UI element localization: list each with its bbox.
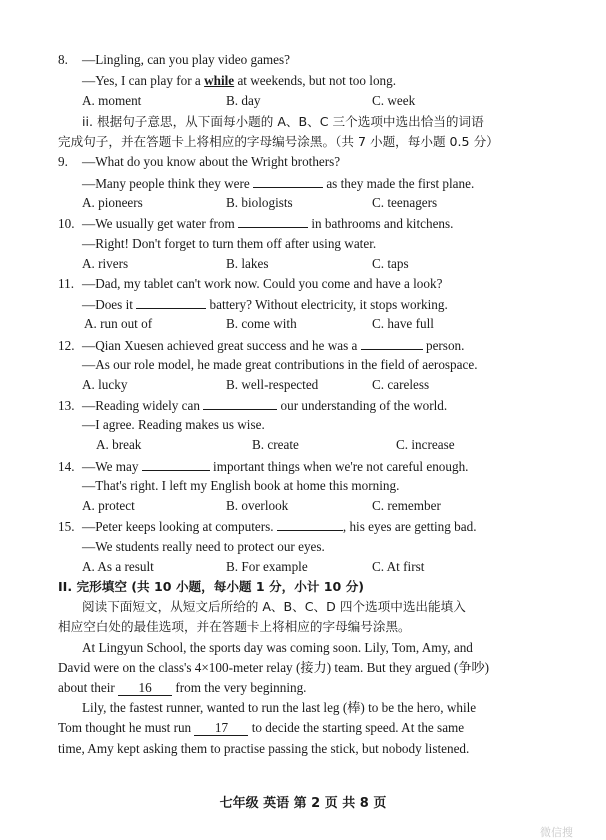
page-footer: 七年级 英语 第 2 页 共 8 页 xyxy=(219,796,387,811)
option-a: A. pioneers xyxy=(82,195,143,210)
option-c: C. increase xyxy=(396,437,455,452)
question-number: 12. xyxy=(58,338,75,353)
question-9-reply xyxy=(82,174,474,193)
prompt-text: —Qian Xuesen achieved great success and he was a xyxy=(82,338,361,353)
option-a: A. lucky xyxy=(82,377,128,392)
blank-16: 16 xyxy=(118,680,172,696)
option-c: C. teenagers xyxy=(372,195,438,210)
option-b: B. For example xyxy=(226,559,308,574)
section-II-instruction-1: 阅读下面短文，从短文后所给的 A、B、C、D 四个选项中选出能填入 xyxy=(82,599,466,614)
option-b: B. come with xyxy=(226,316,297,331)
option-c: C. At first xyxy=(372,559,425,574)
passage-line xyxy=(58,719,464,737)
option-a: A. rivers xyxy=(82,256,129,271)
answer-blank xyxy=(136,295,206,309)
reply-text: —Yes, I can play for a xyxy=(82,73,205,88)
option-c: C. have full xyxy=(372,316,434,331)
option-c: C. week xyxy=(372,93,416,108)
question-number: 10. xyxy=(58,216,75,231)
passage-line: At Lingyun School, the sports day was coming soon. Lily, Tom, Amy, and xyxy=(82,640,473,655)
question-10-reply: —Right! Don't forget to turn them off after using water. xyxy=(82,236,377,251)
blank-17: 17 xyxy=(194,720,248,736)
passage-text: Tom thought he must run xyxy=(58,720,195,735)
option-c: C. careless xyxy=(372,377,430,392)
prompt-text: in bathrooms and kitchens. xyxy=(308,216,454,231)
question-13-prompt xyxy=(58,396,447,415)
answer-blank xyxy=(238,214,308,228)
answer-blank xyxy=(361,336,423,350)
prompt-text: , his eyes are getting bad. xyxy=(342,519,477,534)
question-11-prompt xyxy=(58,275,442,293)
question-15-reply: —We students really need to protect our eyes. xyxy=(82,539,325,554)
question-number: 14. xyxy=(58,459,75,474)
prompt-text: —Reading widely can xyxy=(82,398,204,413)
question-13-reply: —I agree. Reading makes us wise. xyxy=(82,417,265,432)
answer-blank xyxy=(277,517,343,531)
question-12-reply: —As our role model, he made great contributions in the field of aerospace. xyxy=(82,357,478,372)
question-10-prompt xyxy=(58,214,453,233)
option-b: B. overlook xyxy=(226,498,289,513)
question-15-prompt xyxy=(58,517,477,536)
prompt-text: —Peter keeps looking at computers. xyxy=(82,519,277,534)
option-a: A. As a result xyxy=(82,559,154,574)
question-number: 11. xyxy=(58,276,74,291)
reply-text: as they made the first plane. xyxy=(323,176,475,191)
question-9-prompt xyxy=(58,153,340,171)
option-b: B. day xyxy=(226,93,261,108)
passage-text: about their xyxy=(58,680,119,695)
question-number: 9. xyxy=(58,154,68,169)
watermark: 微信搜 xyxy=(540,826,573,839)
section-ii-instruction-2: 完成句子，并在答题卡上将相应的字母编号涂黑。（共 7 小题，每小题 0.5 分） xyxy=(58,134,499,149)
answer-blank xyxy=(203,396,277,410)
answer-blank xyxy=(253,174,323,188)
passage-text: to decide the starting speed. At the same xyxy=(248,720,465,735)
option-a: A. moment xyxy=(82,93,142,108)
section-II-heading: II. 完形填空 (共 10 小题，每小题 1 分，小计 10 分) xyxy=(58,579,365,594)
reply-text: battery? Without electricity, it stops working. xyxy=(206,297,448,312)
option-a: A. break xyxy=(96,437,142,452)
option-b: B. create xyxy=(252,437,299,452)
prompt-text: important things when we're not careful enough. xyxy=(209,459,469,474)
question-number: 8. xyxy=(58,52,68,67)
question-14-prompt xyxy=(58,457,468,476)
passage-line xyxy=(58,679,306,697)
question-11-reply xyxy=(82,295,448,314)
prompt-text: our understanding of the world. xyxy=(277,398,448,413)
keyword: while xyxy=(204,73,235,88)
option-c: C. remember xyxy=(372,498,441,513)
option-b: B. biologists xyxy=(226,195,293,210)
prompt-text: —What do you know about the Wright brothers? xyxy=(82,154,341,169)
question-12-prompt xyxy=(58,336,464,355)
passage-line: Lily, the fastest runner, wanted to run the last leg (棒) to be the hero, while xyxy=(82,700,477,715)
answer-blank xyxy=(142,457,210,471)
question-number: 13. xyxy=(58,398,75,413)
reply-text: —Many people think they were xyxy=(82,176,254,191)
question-number: 15. xyxy=(58,519,75,534)
passage-line: David were on the class's 4×100-meter relay (接力) team. But they argued (争吵) xyxy=(58,660,490,675)
section-II-instruction-2: 相应空白处的最佳选项，并在答题卡上将相应的字母编号涂黑。 xyxy=(58,619,411,634)
question-14-reply: —That's right. I left my English book at home this morning. xyxy=(82,478,400,493)
prompt-text: —We usually get water from xyxy=(82,216,239,231)
prompt-text: —Dad, my tablet can't work now. Could you come and have a look? xyxy=(82,276,443,291)
reply-text: at weekends, but not too long. xyxy=(234,73,397,88)
option-c: C. taps xyxy=(372,256,409,271)
option-a: A. run out of xyxy=(84,316,153,331)
prompt-text: person. xyxy=(422,338,465,353)
passage-line: time, Amy kept asking them to practise passing the stick, but nobody listened. xyxy=(58,741,470,756)
prompt-text: —Lingling, can you play video games? xyxy=(82,52,291,67)
reply-text: —Does it xyxy=(82,297,137,312)
option-b: B. lakes xyxy=(226,256,269,271)
question-8-prompt xyxy=(58,51,290,69)
option-b: B. well-respected xyxy=(226,377,319,392)
question-8-reply xyxy=(82,72,396,90)
passage-text: from the very beginning. xyxy=(172,680,307,695)
prompt-text: —We may xyxy=(82,459,142,474)
section-ii-instruction-1: ii. 根据句子意思，从下面每小题的 A、B、C 三个选项中选出恰当的词语 xyxy=(82,114,484,129)
option-a: A. protect xyxy=(82,498,135,513)
